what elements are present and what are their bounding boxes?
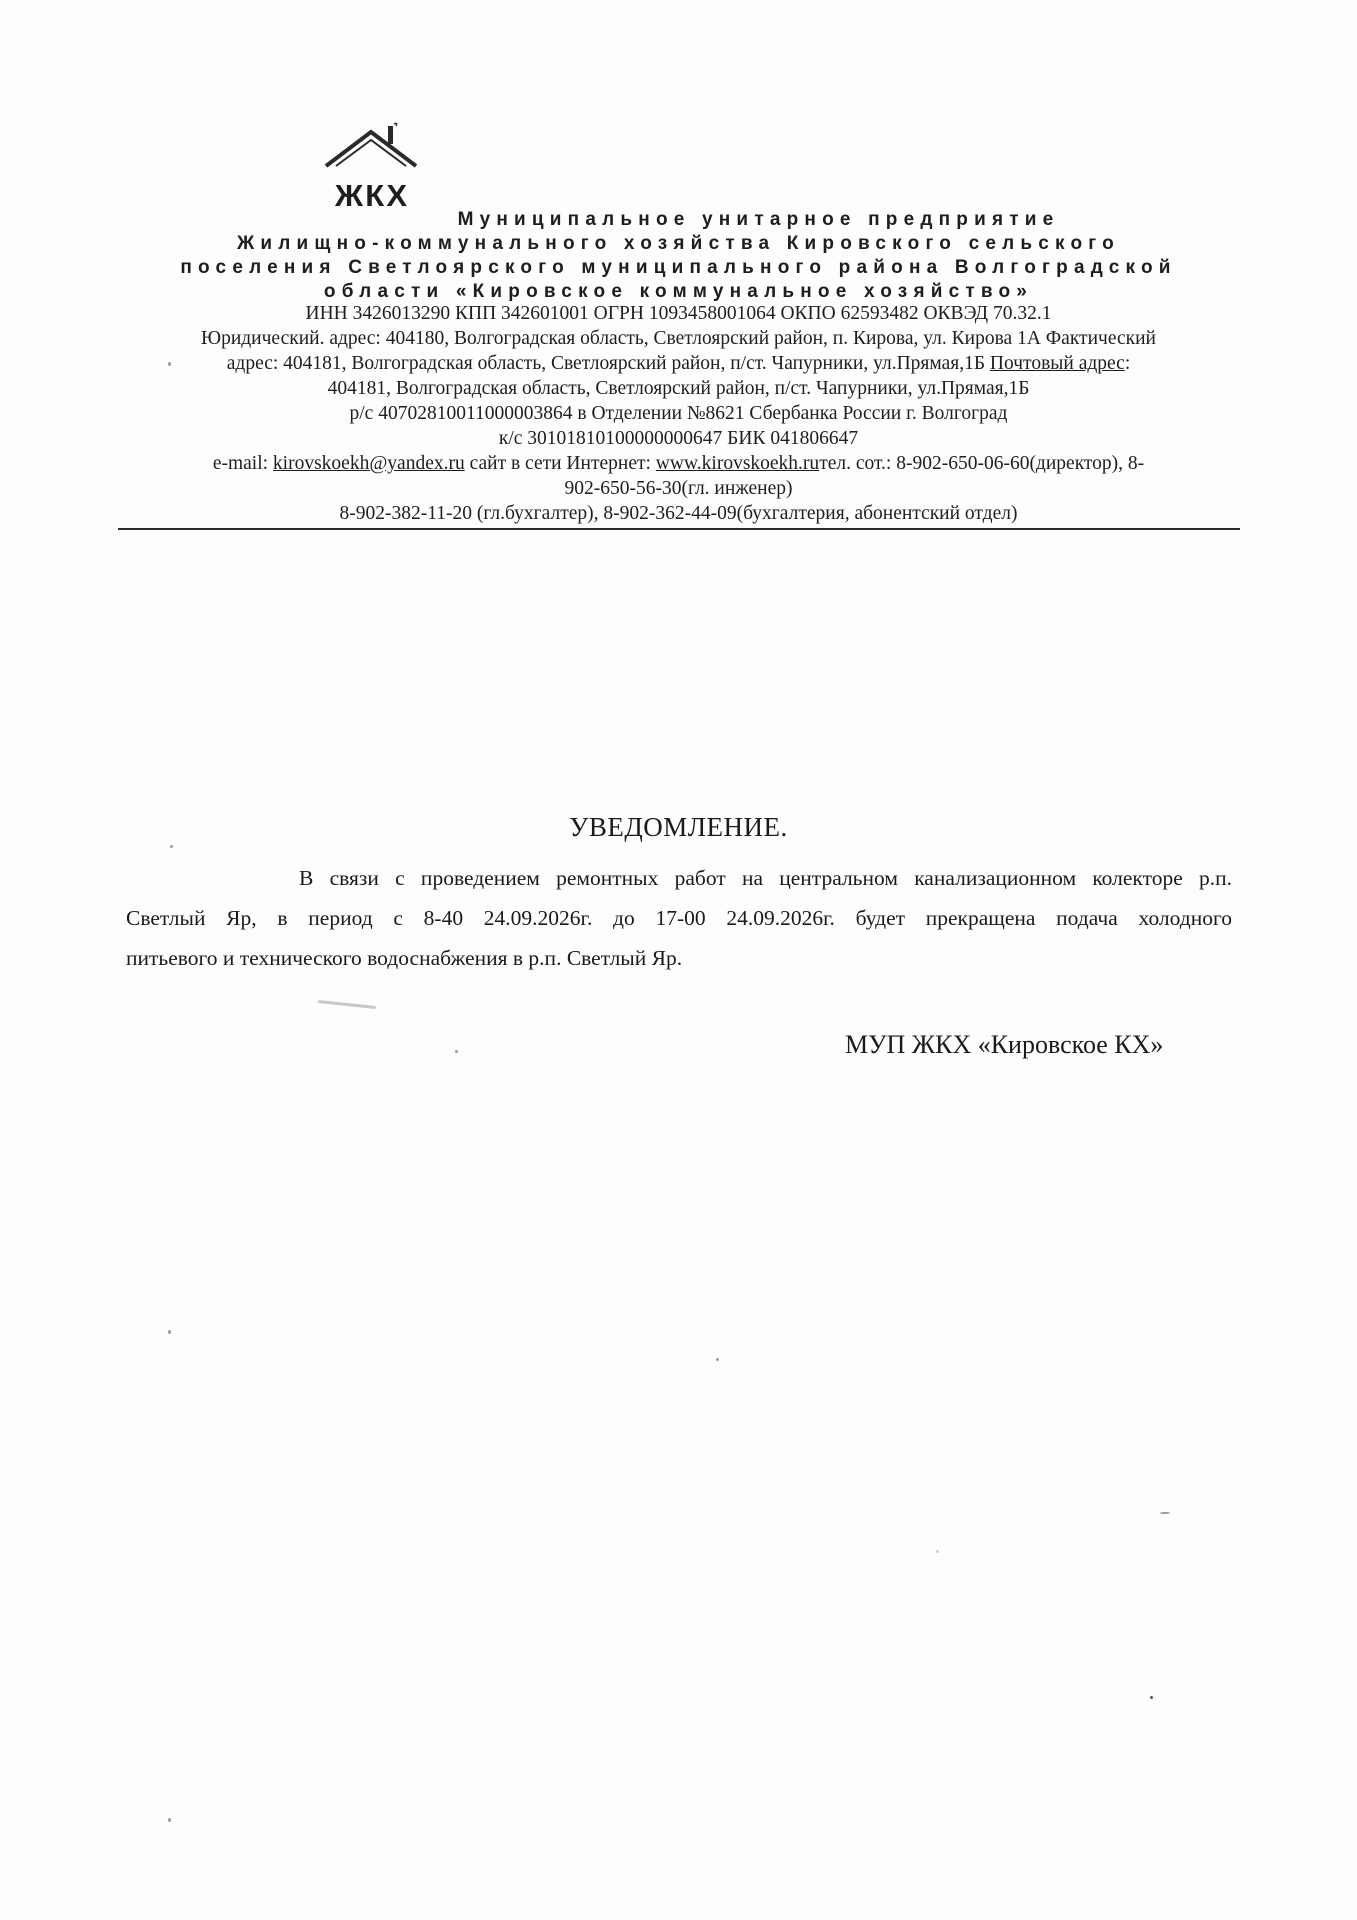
scan-speck [1150,1696,1153,1699]
correspondent-account: к/с 30101810100000000647 БИК 041806647 [498,428,859,449]
email-link[interactable]: kirovskoekh@yandex.ru [272,453,465,474]
notice-text-line-1: В связи с проведением ремонтных работ на центральном канализационном колекторе р.п. [299,866,1232,890]
scan-speck [716,1358,719,1361]
registration-codes: ИНН 3426013290 КПП 342601001 ОГРН 1093458001064 ОКПО 62593482 ОКВЭД 70.32.1 [305,303,1052,324]
website-link[interactable]: www.kirovskoekh.ru [655,453,820,474]
org-name-line-2: Жилищно-коммунального хозяйства Кировского сельского [237,233,1120,254]
site-label: сайт в сети Интернет: [469,453,651,474]
scan-speck [170,845,173,848]
logo-text: ЖКХ [335,178,407,213]
phones-line-1: тел. сот.: 8-902-650-06-60(директор), 8- [819,453,1145,474]
notice-text-line-2: Светлый Яр, в период с 8-40 24.09.2026г. до 17-00 24.09.2026г. будет прекращена подача холодного [126,906,1232,930]
bank-account: р/с 40702810011000003864 в Отделении №8621 Сбербанка России г. Волгоград [349,403,1008,424]
email-label: e-mail: [212,453,269,474]
zhkh-logo-house-icon [322,122,420,214]
actual-address: адрес: 404181, Волгоградская область, Светлоярский район, п/ст. Чапурники, ул.Прямая,1Б [226,353,986,374]
org-name-line-4: области «Кировское коммунальное хозяйство» [323,281,1034,302]
org-name-line-3: поселения Светлоярского муниципального района Волгоградской [180,257,1177,278]
scan-speck [168,1818,171,1822]
scan-speck [318,1000,376,1009]
letterhead-divider [118,528,1240,530]
notice-title: УВЕДОМЛЕНИЕ. [569,812,788,842]
postal-address: 404181, Волгоградская область, Светлоярский район, п/ст. Чапурники, ул.Прямая,1Б [327,378,1030,399]
scan-speck [168,362,171,366]
signature-org: МУП ЖКХ «Кировское КХ» [845,1030,1164,1059]
scan-speck [168,1330,171,1334]
postal-address-label: Почтовый адрес [989,353,1125,374]
notice-text-line-3: питьевого и технического водоснабжения в р.п. Светлый Яр. [126,946,683,970]
scan-speck [455,1050,458,1053]
org-name-line-1: Муниципальное унитарное предприятие [457,209,1060,230]
scan-speck [936,1550,939,1553]
phones-line-2: 902-650-56-30(гл. инженер) [564,478,793,499]
contacts-line [0,453,1357,475]
phones-line-3: 8-902-382-11-20 (гл.бухгалтер), 8-902-362-44-09(бухгалтерия, абонентский отдел) [339,503,1018,524]
actual-address-line: адрес: 404181, Волгоградская область, Светлоярский район, п/ст. Чапурники, ул.Прямая,1Б Почтовый адрес: [226,353,1131,374]
scan-speck [1160,1512,1170,1514]
legal-address: Юридический. адрес: 404180, Волгоградская область, Светлоярский район, п. Кирова, ул. Кирова 1А Фактический [201,328,1156,349]
